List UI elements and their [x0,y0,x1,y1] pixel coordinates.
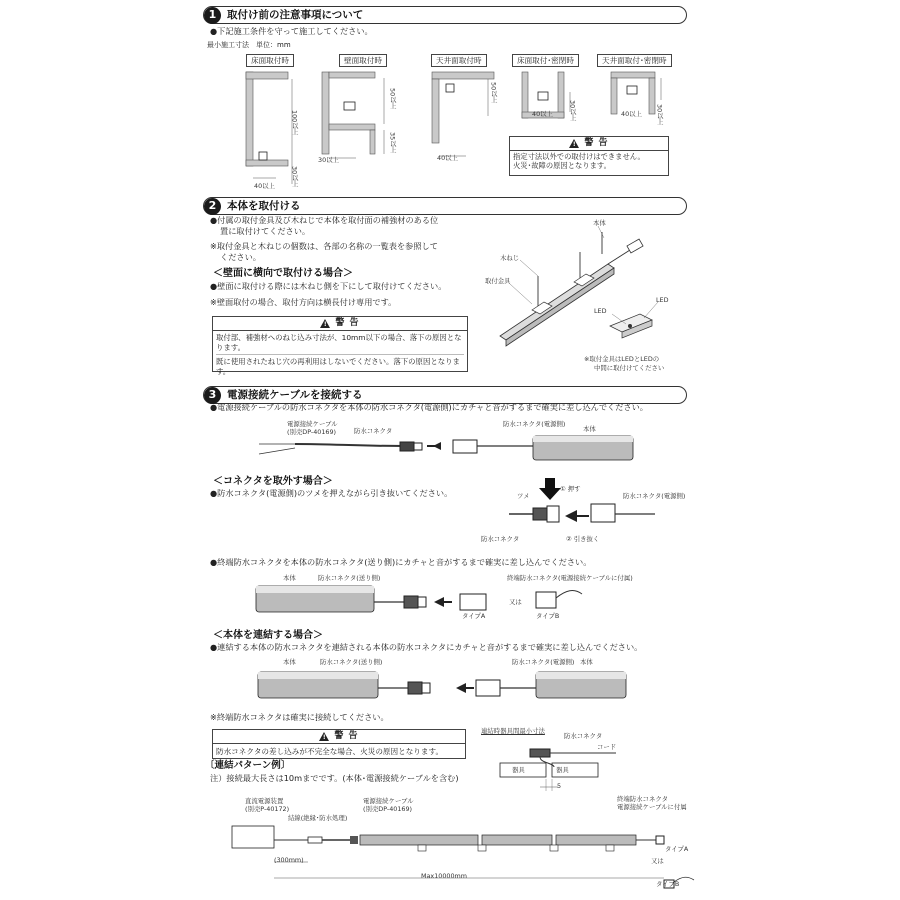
warning-icon [319,732,329,741]
section2-warning-line2: 既に使用されたねじ穴の再利用はしないでください。落下の原因となります。 [216,357,460,376]
section2-warning [212,316,468,376]
pattern-psu-model: (別売P-40172) [245,805,290,813]
fig1-body-label: 本体 [583,425,596,433]
fig2-pull-label: ② 引き抜く [566,535,600,543]
fig4-conn-send-label: 防水コネクタ(送り側) [320,658,383,666]
pattern-cable-label: 電源接続ケーブル [363,797,414,805]
section2-warning-line1: 取付部、補強材へのねじ込み寸法が、10mm以下の場合、落下の原因となります。 [216,333,464,355]
wall-install-diagram [322,72,392,162]
gap-fixture2-label: 器具 [556,766,569,774]
gap-cord-label: コード [597,743,617,751]
mount-label-led1: LED [594,307,607,315]
gap-dim-label: 5 [557,782,562,790]
fig3-or-label: 又は [509,598,522,606]
fig3-typeA-label: タイプA [462,612,486,620]
dim-floor-h: 100以上 [290,110,299,135]
pattern-max: Max10000mm [421,872,467,880]
fig1-cable-model: (別売DP-40169) [287,428,337,436]
dim-csealed-h: 30以上 [655,104,664,125]
section2-title: 本体を取付ける [227,199,301,212]
section2-line4: ください。 [220,252,261,262]
gap-conn-label: 防水コネクタ [564,732,603,740]
pattern-cable-model: (別売DP-40169) [363,805,413,813]
section1-header [203,6,687,24]
mount-label-body: 本体 [593,219,606,227]
fig1-cable-label: 電源接続ケーブル [287,420,338,428]
section2-subheading: ＜壁面に横向で取付ける場合＞ [213,268,353,279]
tag-floor-sealed: 床面取付･密閉時 [512,54,579,67]
section3-line3: ●終端防水コネクタを本体の防水コネクタ(送り側)にカチャと音がするまで確実に差し込んでください。 [210,557,592,567]
mount-label-led2: LED [656,296,669,304]
section3-line1: ●電源接続ケーブルの防水コネクタを本体の防水コネクタ(電源側)にカチャと音がするまで確実に差し込んでください。 [210,402,648,412]
pattern-title: 〔連結パターン例〕 [205,760,291,771]
mount-note2: 中間に取付けてください [594,364,665,372]
section2-line3: ※取付金具と木ねじの個数は、各部の名称の一覧表を参照して [210,241,438,251]
pattern-term-label: 終端防水コネクタ [617,795,668,803]
section2-header [203,197,687,215]
tag-ceiling-sealed: 天井面取付･密閉時 [597,54,672,67]
pattern-typeA: タイプA [665,845,689,853]
fig4-body-label: 本体 [283,658,296,666]
fig1-conn-label: 防水コネクタ [354,427,393,435]
fig2-tab-label: ツメ [517,492,530,500]
dim-fsealed-h: 30以上 [568,100,577,121]
fig2-conn-label: 防水コネクタ [481,535,520,543]
fig3-body-label: 本体 [283,574,296,582]
gap-title: 連結時器具間最小寸法 [481,727,545,735]
tag-wall: 壁面取付時 [339,54,387,67]
section1-warning [509,136,669,176]
dim-ceil-h: 50以上 [489,82,498,103]
section1-warning-line2: 火災･故障の原因となります。 [513,161,611,171]
pattern-note: 注）接続最大長さは10mまでです。(本体･電源接続ケーブルを含む) [210,773,459,783]
fig3-conn-send-label: 防水コネクタ(送り側) [318,574,381,582]
section1-title: 取付け前の注意事項について [227,8,364,21]
dim-fsealed-w: 40以上 [532,110,553,118]
dim-floor-h2: 30以上 [290,166,299,187]
section2-warning-title: 警 告 [335,318,360,329]
section3-line2: ●防水コネクタ(電源側)のツメを押えながら引き抜いてください。 [210,488,453,498]
section2-line6: ※壁面取付の場合、取付方向は横長付け専用です。 [210,297,397,307]
mount-note1: ※取付金具はLEDとLEDの [584,355,660,363]
section1-unit-note: 最小施工寸法 単位：mm [207,41,291,49]
fig3-terminal-label: 終端防水コネクタ(電源接続ケーブルに付属) [507,574,633,582]
mount-label-screw: 木ねじ [500,254,520,262]
pattern-typeB: タイプB [656,880,680,888]
tag-ceiling: 天井面取付時 [431,54,487,67]
connect-bodies-diagram [258,664,628,704]
section2-line2: 置に取付けてください。 [220,226,311,236]
mount-label-bracket: 取付金具 [485,277,511,285]
fig2-conn-power-label: 防水コネクタ(電源側) [623,492,686,500]
section1-warning-line1: 指定寸法以外での取付けはできません。 [513,152,645,161]
section3-title: 電源接続ケーブルを接続する [227,388,363,401]
fig3-typeB-label: タイプB [536,612,560,620]
dim-wall-h: 50以上 [388,88,397,109]
tag-floor: 床面取付時 [246,54,294,67]
section3-subheading1: ＜コネクタを取外す場合＞ [213,476,333,487]
section3-warning-title: 警 告 [334,731,359,742]
section3-warning [212,729,466,759]
warning-icon [569,139,579,148]
dim-ceil-w: 40以上 [437,154,458,162]
section2-line1: ●付属の取付金具及び木ねじで本体を取付面の補強材のある位 [210,215,439,225]
section1-number: 1 [204,7,221,24]
pattern-psu-label: 直流電源装置 [245,797,284,805]
fig1-conn-power-label: 防水コネクタ(電源側) [503,420,566,428]
section1-warning-title: 警 告 [584,138,609,149]
section2-number: 2 [204,198,221,215]
pattern-len300: (300mm) [274,856,304,864]
section3-warning-line1: 防水コネクタの差し込みが不完全な場合、火災の原因となります。 [216,747,444,756]
dim-wall-h2: 35以上 [388,132,397,153]
dim-wall-w: 30以上 [318,156,339,164]
warning-icon [320,319,330,328]
gap-fixture1-label: 器具 [512,766,525,774]
floor-install-diagram [240,72,310,192]
fig2-push-label: ① 押す [560,485,581,493]
dim-floor-w: 40以上 [254,182,275,190]
section3-line4: ●連結する本体の防水コネクタを連結される本体の防水コネクタにカチャと音がするまで確実に差し込んでください。 [210,642,643,652]
fig4-conn-power-label: 防水コネクタ(電源側) [512,658,575,666]
pattern-term-sub: 電源接続ケーブルに付属 [617,803,687,811]
section1-intro: ●下記施工条件を守って施工してください。 [210,26,373,36]
pattern-splice-label: 結線(絶縁･防水処理) [288,814,348,822]
section3-number: 3 [204,387,221,404]
pattern-or: 又は [651,857,664,865]
section3-line5: ※終端防水コネクタは確実に接続してください。 [210,712,389,722]
fig4-body2-label: 本体 [580,658,593,666]
section2-line5: ●壁面に取付ける際には木ねじ側を下にして取付けてください。 [210,281,447,291]
dim-csealed-w: 40以上 [621,110,642,118]
section3-subheading2: ＜本体を連結する場合＞ [213,630,323,641]
